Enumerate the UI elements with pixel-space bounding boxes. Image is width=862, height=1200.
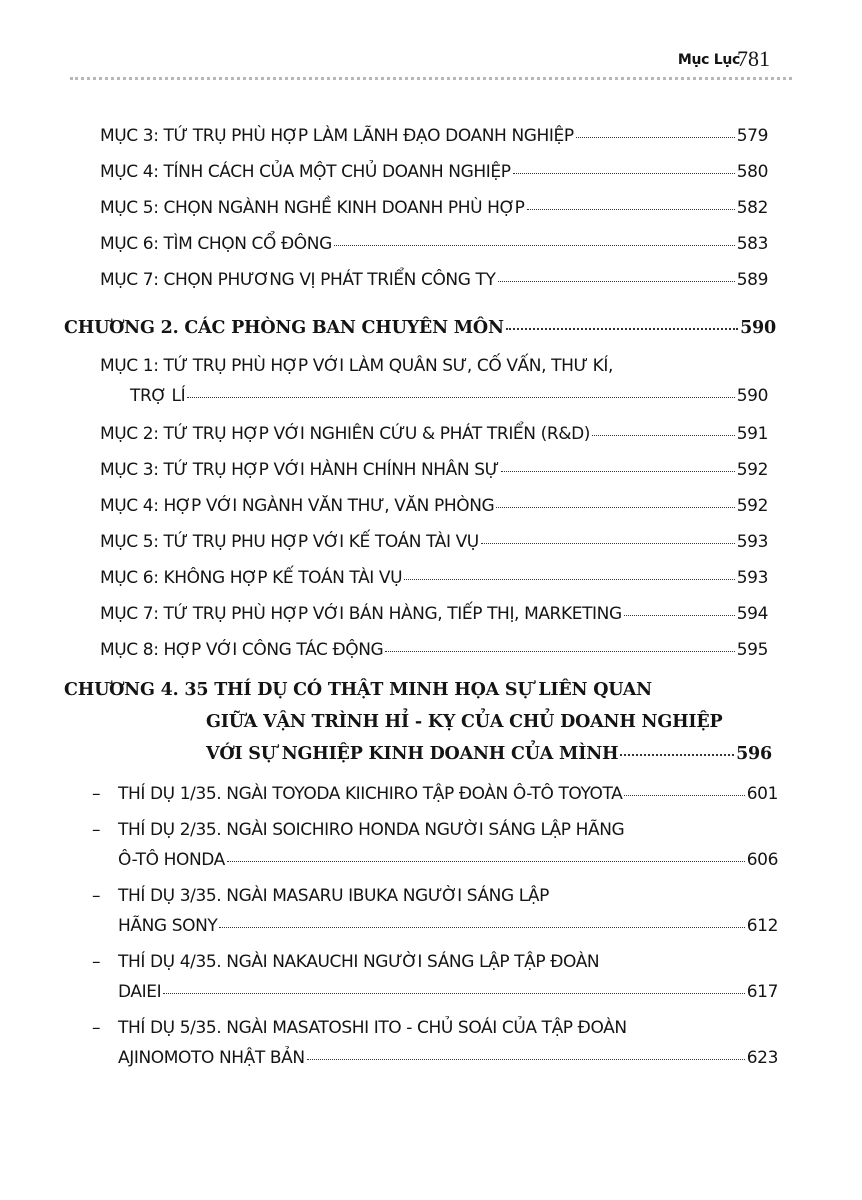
dot-leader	[163, 993, 745, 994]
toc-entry-label: THÍ DỤ 3/35. NGÀI MASARU IBUKA NGƯỜI SÁNG LẬP	[118, 886, 549, 906]
dot-leader	[219, 927, 744, 928]
toc-entry-label: THÍ DỤ 4/35. NGÀI NAKAUCHI NGƯỜI SÁNG LẬP TẬP ĐOÀN	[118, 952, 600, 972]
toc-entry-page: 592	[736, 496, 768, 516]
toc-entry-page: 583	[736, 234, 768, 254]
dot-leader	[506, 328, 738, 330]
toc-entry[interactable]	[100, 234, 768, 254]
toc-entry-label: MỤC 4: HỢP VỚI NGÀNH VĂN THƯ, VĂN PHÒNG	[100, 496, 495, 516]
toc-entry-label: THÍ DỤ 2/35. NGÀI SOICHIRO HONDA NGƯỜI SÁNG LẬP HÃNG	[118, 820, 625, 840]
dot-leader	[624, 795, 744, 796]
dash-bullet: –	[92, 784, 101, 804]
toc-entry-page: 592	[736, 460, 768, 480]
toc-entry-page: 606	[746, 850, 778, 870]
chapter-title-line2[interactable]: GIỮA VẬN TRÌNH HỈ - KỴ CỦA CHỦ DOANH NGHIỆP	[206, 712, 723, 732]
dot-leader	[513, 173, 735, 174]
dash-bullet: –	[92, 886, 101, 906]
toc-entry-page: 612	[746, 916, 778, 936]
toc-entry-label: THÍ DỤ 1/35. NGÀI TOYODA KIICHIRO TẬP ĐOÀN Ô-TÔ TOYOTA	[118, 784, 623, 804]
chapter-title-line3: VỚI SỰ NGHIỆP KINH DOANH CỦA MÌNH	[206, 744, 619, 764]
dot-leader	[527, 209, 735, 210]
toc-entry-page: 593	[736, 532, 768, 552]
dot-leader	[187, 397, 735, 398]
toc-entry[interactable]	[100, 532, 768, 552]
toc-entry-line1[interactable]	[92, 952, 599, 972]
toc-entry-label: MỤC 8: HỢP VỚI CÔNG TÁC ĐỘNG	[100, 640, 384, 660]
chapter-heading[interactable]	[206, 744, 772, 764]
dot-leader	[385, 651, 734, 652]
toc-entry[interactable]	[118, 850, 778, 870]
toc-entry[interactable]	[118, 982, 778, 1002]
toc-entry[interactable]	[100, 496, 768, 516]
toc-entry[interactable]	[100, 424, 768, 444]
toc-entry[interactable]	[118, 916, 778, 936]
dash-bullet: –	[92, 1018, 101, 1038]
toc-entry-page: 589	[736, 270, 768, 290]
toc-entry-page: 601	[746, 784, 778, 804]
toc-entry-page: 591	[736, 424, 768, 444]
chapter-page: 590	[740, 318, 776, 338]
toc-entry-label: THÍ DỤ 5/35. NGÀI MASATOSHI ITO - CHỦ SOÁI CỦA TẬP ĐOÀN	[118, 1018, 627, 1038]
toc-entry-label: MỤC 4: TÍNH CÁCH CỦA MỘT CHỦ DOANH NGHIỆP	[100, 162, 511, 182]
dot-leader	[592, 435, 735, 436]
toc-entry-page: 582	[736, 198, 768, 218]
header-rule	[70, 77, 792, 80]
toc-entry-label: HÃNG SONY	[118, 916, 218, 936]
toc-entry-label: Ô-TÔ HONDA	[118, 850, 225, 870]
toc-entry-page: 594	[736, 604, 768, 624]
toc-entry[interactable]	[100, 568, 768, 588]
toc-entry[interactable]	[100, 640, 768, 660]
chapter-title: CHƯƠNG 2. CÁC PHÒNG BAN CHUYÊN MÔN	[64, 318, 504, 338]
dot-leader	[624, 615, 735, 616]
toc-entry[interactable]	[92, 784, 778, 804]
toc-entry[interactable]	[100, 198, 768, 218]
dash-bullet: –	[92, 820, 101, 840]
dot-leader	[501, 471, 735, 472]
toc-entry-label: MỤC 7: TỨ TRỤ PHÙ HỢP VỚI BÁN HÀNG, TIẾP THỊ, MARKETING	[100, 604, 622, 624]
toc-entry-page: 595	[736, 640, 768, 660]
dot-leader	[404, 579, 735, 580]
toc-entry[interactable]	[100, 270, 768, 290]
toc-entry-line1[interactable]	[92, 820, 624, 840]
toc-entry[interactable]	[100, 126, 768, 146]
toc-entry-label: MỤC 5: CHỌN NGÀNH NGHỀ KINH DOANH PHÙ HỢP	[100, 198, 525, 218]
toc-entry[interactable]	[100, 604, 768, 624]
dot-leader	[620, 754, 734, 756]
toc-entry-line1[interactable]	[92, 886, 549, 906]
toc-entry-page: 593	[736, 568, 768, 588]
page-number: 781	[737, 46, 770, 71]
toc-entry-label: MỤC 2: TỨ TRỤ HỢP VỚI NGHIÊN CỨU & PHÁT TRIỂN (R&D)	[100, 424, 591, 444]
toc-entry-label: MỤC 6: TÌM CHỌN CỔ ĐÔNG	[100, 234, 332, 254]
toc-entry-label: AJINOMOTO NHẬT BẢN	[118, 1048, 305, 1068]
toc-entry-page: 590	[736, 386, 768, 406]
toc-entry-label: MỤC 5: TỨ TRỤ PHU HỢP VỚI KẾ TOÁN TÀI VỤ	[100, 532, 479, 552]
dot-leader	[227, 861, 745, 862]
toc-entry[interactable]	[118, 1048, 778, 1068]
toc-entry-page: 623	[746, 1048, 778, 1068]
toc-entry-label: TRỢ LÍ	[130, 386, 186, 406]
toc-entry-label: MỤC 7: CHỌN PHƯƠNG VỊ PHÁT TRIỂN CÔNG TY	[100, 270, 496, 290]
toc-entry[interactable]	[100, 460, 768, 480]
toc-entry-label: MỤC 6: KHÔNG HỢP KẾ TOÁN TÀI VỤ	[100, 568, 403, 588]
toc-entry[interactable]	[100, 162, 768, 182]
toc-entry-page: 579	[736, 126, 768, 146]
dot-leader	[481, 543, 735, 544]
dot-leader	[496, 507, 734, 508]
dash-bullet: –	[92, 952, 101, 972]
chapter-heading[interactable]	[64, 318, 776, 338]
dot-leader	[498, 281, 735, 282]
chapter-title-line1[interactable]: CHƯƠNG 4. 35 THÍ DỤ CÓ THẬT MINH HỌA SỰ LIÊN QUAN	[64, 680, 652, 700]
toc-entry-label: MỤC 3: TỨ TRỤ PHÙ HỢP LÀM LÃNH ĐẠO DOANH NGHIỆP	[100, 126, 574, 146]
toc-entry[interactable]	[130, 386, 768, 406]
toc-entry-page: 617	[746, 982, 778, 1002]
toc-entry-label: DAIEI	[118, 982, 162, 1002]
page-header	[0, 42, 862, 82]
toc-entry-line1[interactable]	[92, 1018, 627, 1038]
toc-entry-page: 580	[736, 162, 768, 182]
dot-leader	[334, 245, 735, 246]
running-title: Mục Lục	[677, 52, 740, 68]
toc-entry-label: MỤC 3: TỨ TRỤ HỢP VỚI HÀNH CHÍNH NHÂN SỰ	[100, 460, 499, 480]
chapter-page: 596	[736, 744, 772, 764]
toc-entry-line1[interactable]: MỤC 1: TỨ TRỤ PHÙ HỢP VỚI LÀM QUÂN SƯ, CỐ VẤN, THƯ KÍ,	[100, 356, 614, 376]
dot-leader	[307, 1059, 745, 1060]
dot-leader	[576, 137, 735, 138]
